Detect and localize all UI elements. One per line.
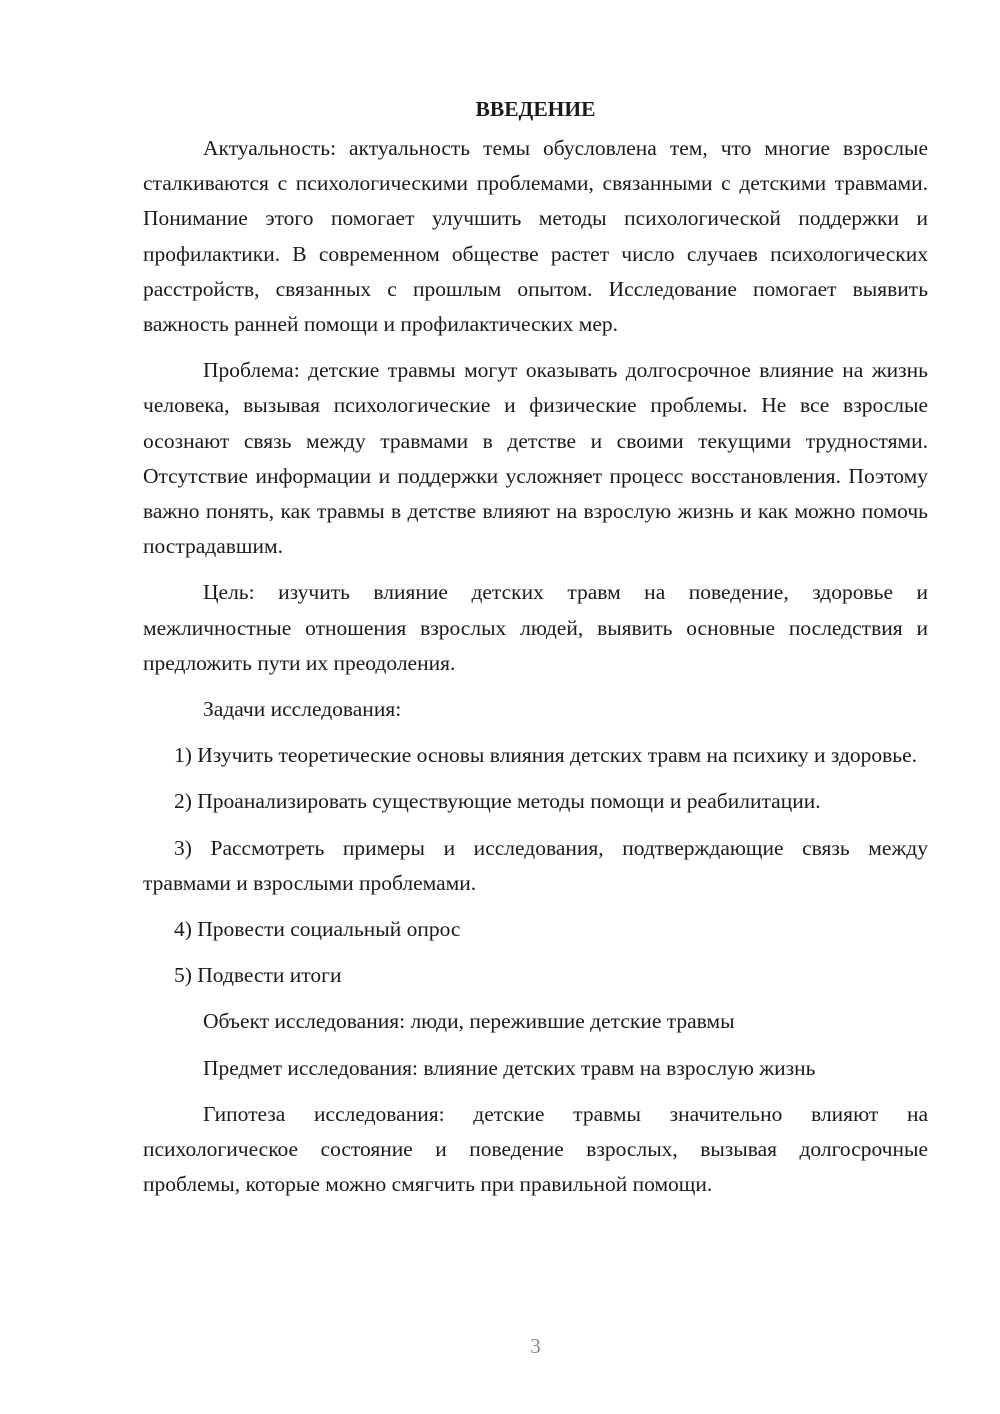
page-content <box>143 92 928 1213</box>
subject-paragraph: Предмет исследования: влияние детских травм на взрослую жизнь <box>203 1055 816 1080</box>
tasks-heading: Задачи исследования: <box>203 697 402 722</box>
section-title: ВВЕДЕНИЕ <box>475 97 596 121</box>
task-item-4: 4) Провести социальный опрос <box>174 917 461 942</box>
hypothesis-paragraph: Гипотеза исследования: детские травмы значительно влияют на психологическое состояние и поведение взрослых, вызывая долгосрочные проблемы, которые можно смягчить при правильной помощи. <box>143 1101 928 1197</box>
task-item-5: 5) Подвести итоги <box>174 963 342 988</box>
task-item-3: 3) Рассмотреть примеры и исследования, подтверждающие связь между травмами и взрослыми проблемами. <box>143 835 928 895</box>
relevance-paragraph: Актуальность: актуальность темы обусловлена тем, что многие взрослые сталкиваются с психологическими проблемами, связанными с детскими травмами. Понимание этого помогает улучшить методы психологической поддержки и профилактики. В современном обществе растет число случаев психологических расстройств, связанных с прошлым опытом. Исследование помогает выявить важность ранней помощи и профилактических мер. <box>143 136 928 337</box>
page-number: 3 <box>530 1334 541 1358</box>
task-item-2: 2) Проанализировать существующие методы помощи и реабилитации. <box>174 789 821 814</box>
task-item-1: 1) Изучить теоретические основы влияния детских травм на психику и здоровье. <box>174 743 918 768</box>
goal-paragraph: Цель: изучить влияние детских травм на поведение, здоровье и межличностные отношения взрослых людей, выявить основные последствия и предложить пути их преодоления. <box>143 580 928 675</box>
problem-paragraph: Проблема: детские травмы могут оказывать долгосрочное влияние на жизнь человека, вызывая психологические и физические проблемы. Не все взрослые осознают связь между травмами в детстве и своими текущими трудностями. Отсутствие информации и поддержки усложняет процесс восстановления. Поэтому важно понять, как травмы в детстве влияют на взрослую жизнь и как можно помочь пострадавшим. <box>143 358 928 559</box>
object-paragraph: Объект исследования: люди, пережившие детские травмы <box>203 1009 735 1034</box>
